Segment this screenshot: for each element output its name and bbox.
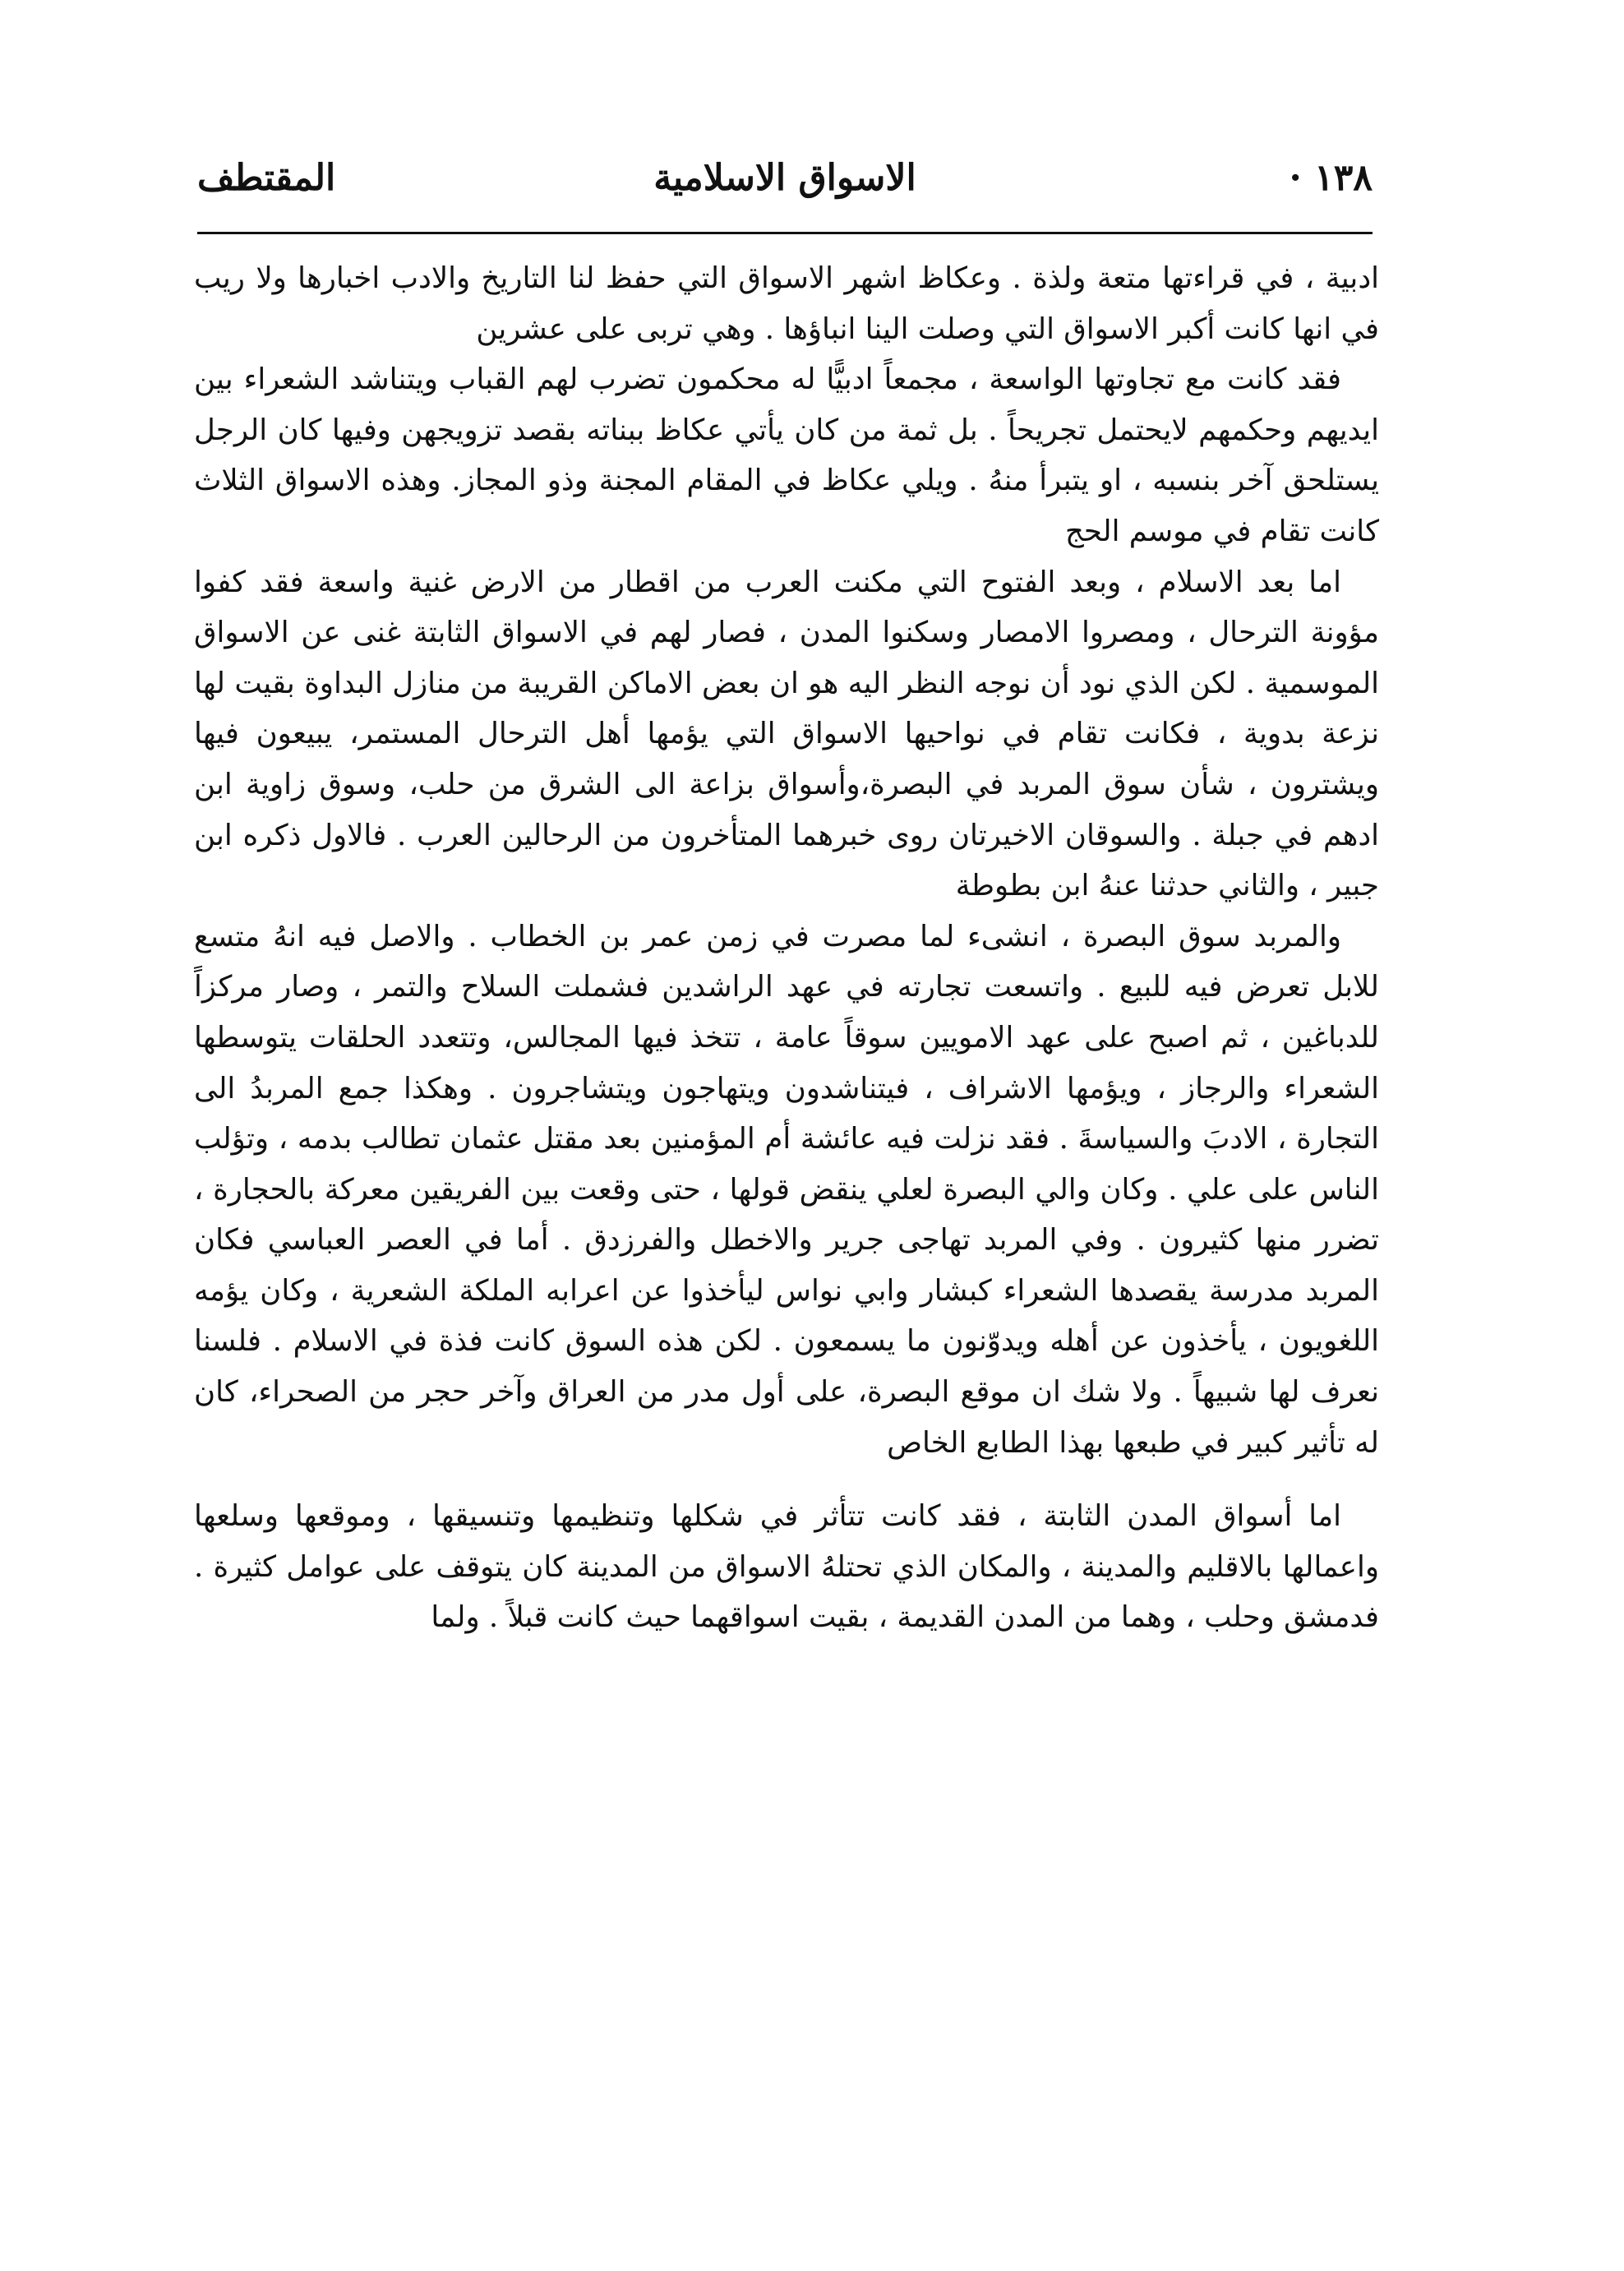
article-title: الاسواق الاسلامية [653, 157, 916, 199]
journal-name: المقتطف [197, 157, 336, 199]
article-body [194, 253, 1379, 1643]
paragraph: اما أسواق المدن الثابتة ، فقد كانت تتأثر في شكلها وتنظيمها وتنسيقها ، وموقعها وسلعها واعمالها بالاقليم والمدينة ، والمكان الذي تحتلهُ الاسواق من المدينة كان يتوقف على عوامل كثيرة . فدمشق وحلب ، وهما من المدن القديمة ، بقيت اسواقهما حيث كانت قبلاً . ولما [194, 1499, 1379, 1635]
paragraph: ادبية ، في قراءتها متعة ولذة . وعكاظ اشهر الاسواق التي حفظ لنا التاريخ والادب اخبارها ولا ريب في انها كانت أكبر الاسواق التي وصلت الينا انباؤها . وهي تربى على عشرين [194, 261, 1379, 346]
page-number: ١٣٨ · [1289, 157, 1373, 199]
running-header [197, 150, 1373, 207]
paragraph: اما بعد الاسلام ، وبعد الفتوح التي مكنت العرب من اقطار من الارض غنية واسعة فقد كفوا مؤونة الترحال ، ومصروا الامصار وسكنوا المدن ، فصار لهم في الاسواق الثابتة غنى عن الاسواق الموسمية . لكن الذي نود أن نوجه النظر اليه هو ان بعض الاماكن القريبة من منازل البداوة بقيت لها نزعة بدوية ، فكانت تقام في نواحيها الاسواق التي يؤمها أهل الترحال المستمر، يبيعون فيها ويشترون ، شأن سوق المربد في البصرة،وأسواق بزاعة الى الشرق من حلب، وسوق زاوية ابن ادهم في جبلة . والسوقان الاخيرتان روى خبرهما المتأخرون من الرحالين العرب . فالاول ذكره ابن جبير ، والثاني حدثنا عنهُ ابن بطوطة [194, 565, 1379, 903]
paragraph: فقد كانت مع تجاوتها الواسعة ، مجمعاً ادبيًّا له محكمون تضرب لهم القباب ويتناشد الشعراء بين ايديهم وحكمهم لايحتمل تجريحاً . بل ثمة من كان يأتي عكاظ ببناته بقصد تزويجهن وفيها كان الرجل يستلحق آخر بنسبه ، او يتبرأ منهُ . ويلي عكاظ في المقام المجنة وذو المجاز. وهذه الاسواق الثلاث كانت تقام في موسم الحج [194, 362, 1379, 548]
paragraph: والمربد سوق البصرة ، انشىء لما مصرت في زمن عمر بن الخطاب . والاصل فيه انهُ متسع للابل تعرض فيه للبيع . واتسعت تجارته في عهد الراشدين فشملت السلاح والتمر ، وصار مركزاً للدباغين ، ثم اصبح على عهد الامويين سوقاً عامة ، تتخذ فيها المجالس، وتتعدد الحلقات يتوسطها الشعراء والرجاز ، ويؤمها الاشراف ، فيتناشدون ويتهاجون ويتشاجرون . وهكذا جمع المربدُ الى التجارة ، الادبَ والسياسةَ . فقد نزلت فيه عائشة أم المؤمنين بعد مقتل عثمان تطالب بدمه ، وتؤلب الناس على علي . وكان والي البصرة لعلي ينقض قولها ، حتى وقعت بين الفريقين معركة بالحجارة ، تضرر منها كثيرون . وفي المربد تهاجى جرير والاخطل والفرزدق . أما في العصر العباسي فكان المربد مدرسة يقصدها الشعراء كبشار وابي نواس ليأخذوا عن اعرابه الملكة الشعرية ، وكان يؤمه اللغويون ، يأخذون عن أهله ويدوّنون ما يسمعون . لكن هذه السوق كانت فذة في الاسلام . فلسنا نعرف لها شبيهاً . ولا شك ان موقع البصرة، على أول مدر من العراق وآخر حجر من الصحراء، كان له تأثير كبير في طبعها بهذا الطابع الخاص [194, 919, 1379, 1460]
header-rule [197, 232, 1373, 234]
